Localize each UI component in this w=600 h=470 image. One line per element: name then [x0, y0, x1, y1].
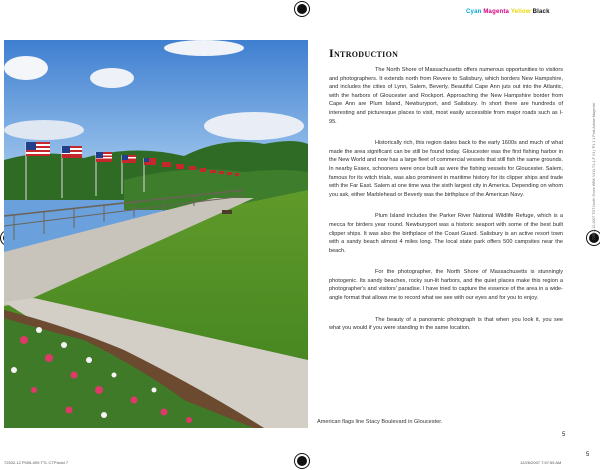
- page-number: 5: [586, 452, 590, 458]
- paragraph: The beauty of a panoramic photograph is that when you look it, you see what you would if you were standing in the same location.: [329, 316, 563, 332]
- registration-mark: [297, 4, 307, 14]
- color-bar: [466, 9, 550, 15]
- color-bar-cyan: Cyan: [466, 9, 482, 15]
- paragraph: The North Shore of Massachusetts offers numerous opportunities to visitors and photographers. It extends north from Revere to Salisbury, which borders New Hampshire, and includes the cities of Lynn, Salem, Beverly. Beautiful Cape Ann juts out into the Atlantic, with the harbors of Gloucester and Rockport. Approaching the New Hampshire border from Cape Ann are Plum Island, Newburyport, and Salisbury. In short there are hundreds of interesting and picturesque places to visit, most easily accessible from major roads such as I-95.: [329, 67, 563, 125]
- flags-photo: [4, 40, 308, 428]
- print-slug: 72532-12 P006-009.TTL CTP.indd 7: [4, 460, 69, 465]
- paragraph: Plum Island includes the Parker River National Wildlife Refuge, which is a mecca for birders year round. Newburyport was a historic seaport with some of the best built clipper ships. It was also the birthplace of the Coast Guard. Salisbury is an active resort town with a sandy beach almost 4 miles long. The local state park offers 500 campsites near the beach.: [329, 213, 563, 254]
- page-number: 5: [562, 432, 566, 438]
- photo-caption: American flags line Stacy Boulevard in Gloucester.: [317, 419, 443, 425]
- flags-photo-illustration: [4, 40, 308, 428]
- print-timestamp: 12/26/2007 7:57:55 AM: [520, 460, 562, 465]
- color-bar-black: Black: [532, 9, 550, 15]
- registration-mark: [297, 456, 307, 466]
- print-slug-vertical: 72532-12-2007 TGT North Shore WBK V411 T1-1-F V1 | 'P1 1 1 Post Adobe Magenta': [592, 102, 596, 240]
- color-bar-yellow: Yellow: [510, 9, 531, 15]
- paragraph: For the photographer, the North Shore of Massachusetts is stunningly photogenic. Its sandy beaches, rocky sun-lit harbors, and the quiet places make this region a photographer's and visitors' paradise. I have tried to capture the essence of the area in a wide-angle format that allows me to record what we see with our eyes and for you to enjoy.: [329, 269, 563, 302]
- paragraph: Historically rich, this region dates back to the early 1600s and much of what made the area significant can be still be found today. Gloucester was the first fishing harbor in the New World and now has a large fleet of commercial vessels that still fish the same grounds. In nearby Essex, schooners were once built as were the fishing vessels for Gloucester. Salem, famous for its witch trials, was also prominent in maritime history for its clipper ships and trade with the Far East. Salem at one time was the sixth largest city in America. Depending on whom you ask, either Marblehead or Beverly was the birthplace of the American Navy.: [329, 140, 563, 198]
- page-title: Introduction: [329, 46, 399, 60]
- article-body: [329, 66, 563, 346]
- color-bar-magenta: Magenta: [483, 9, 510, 15]
